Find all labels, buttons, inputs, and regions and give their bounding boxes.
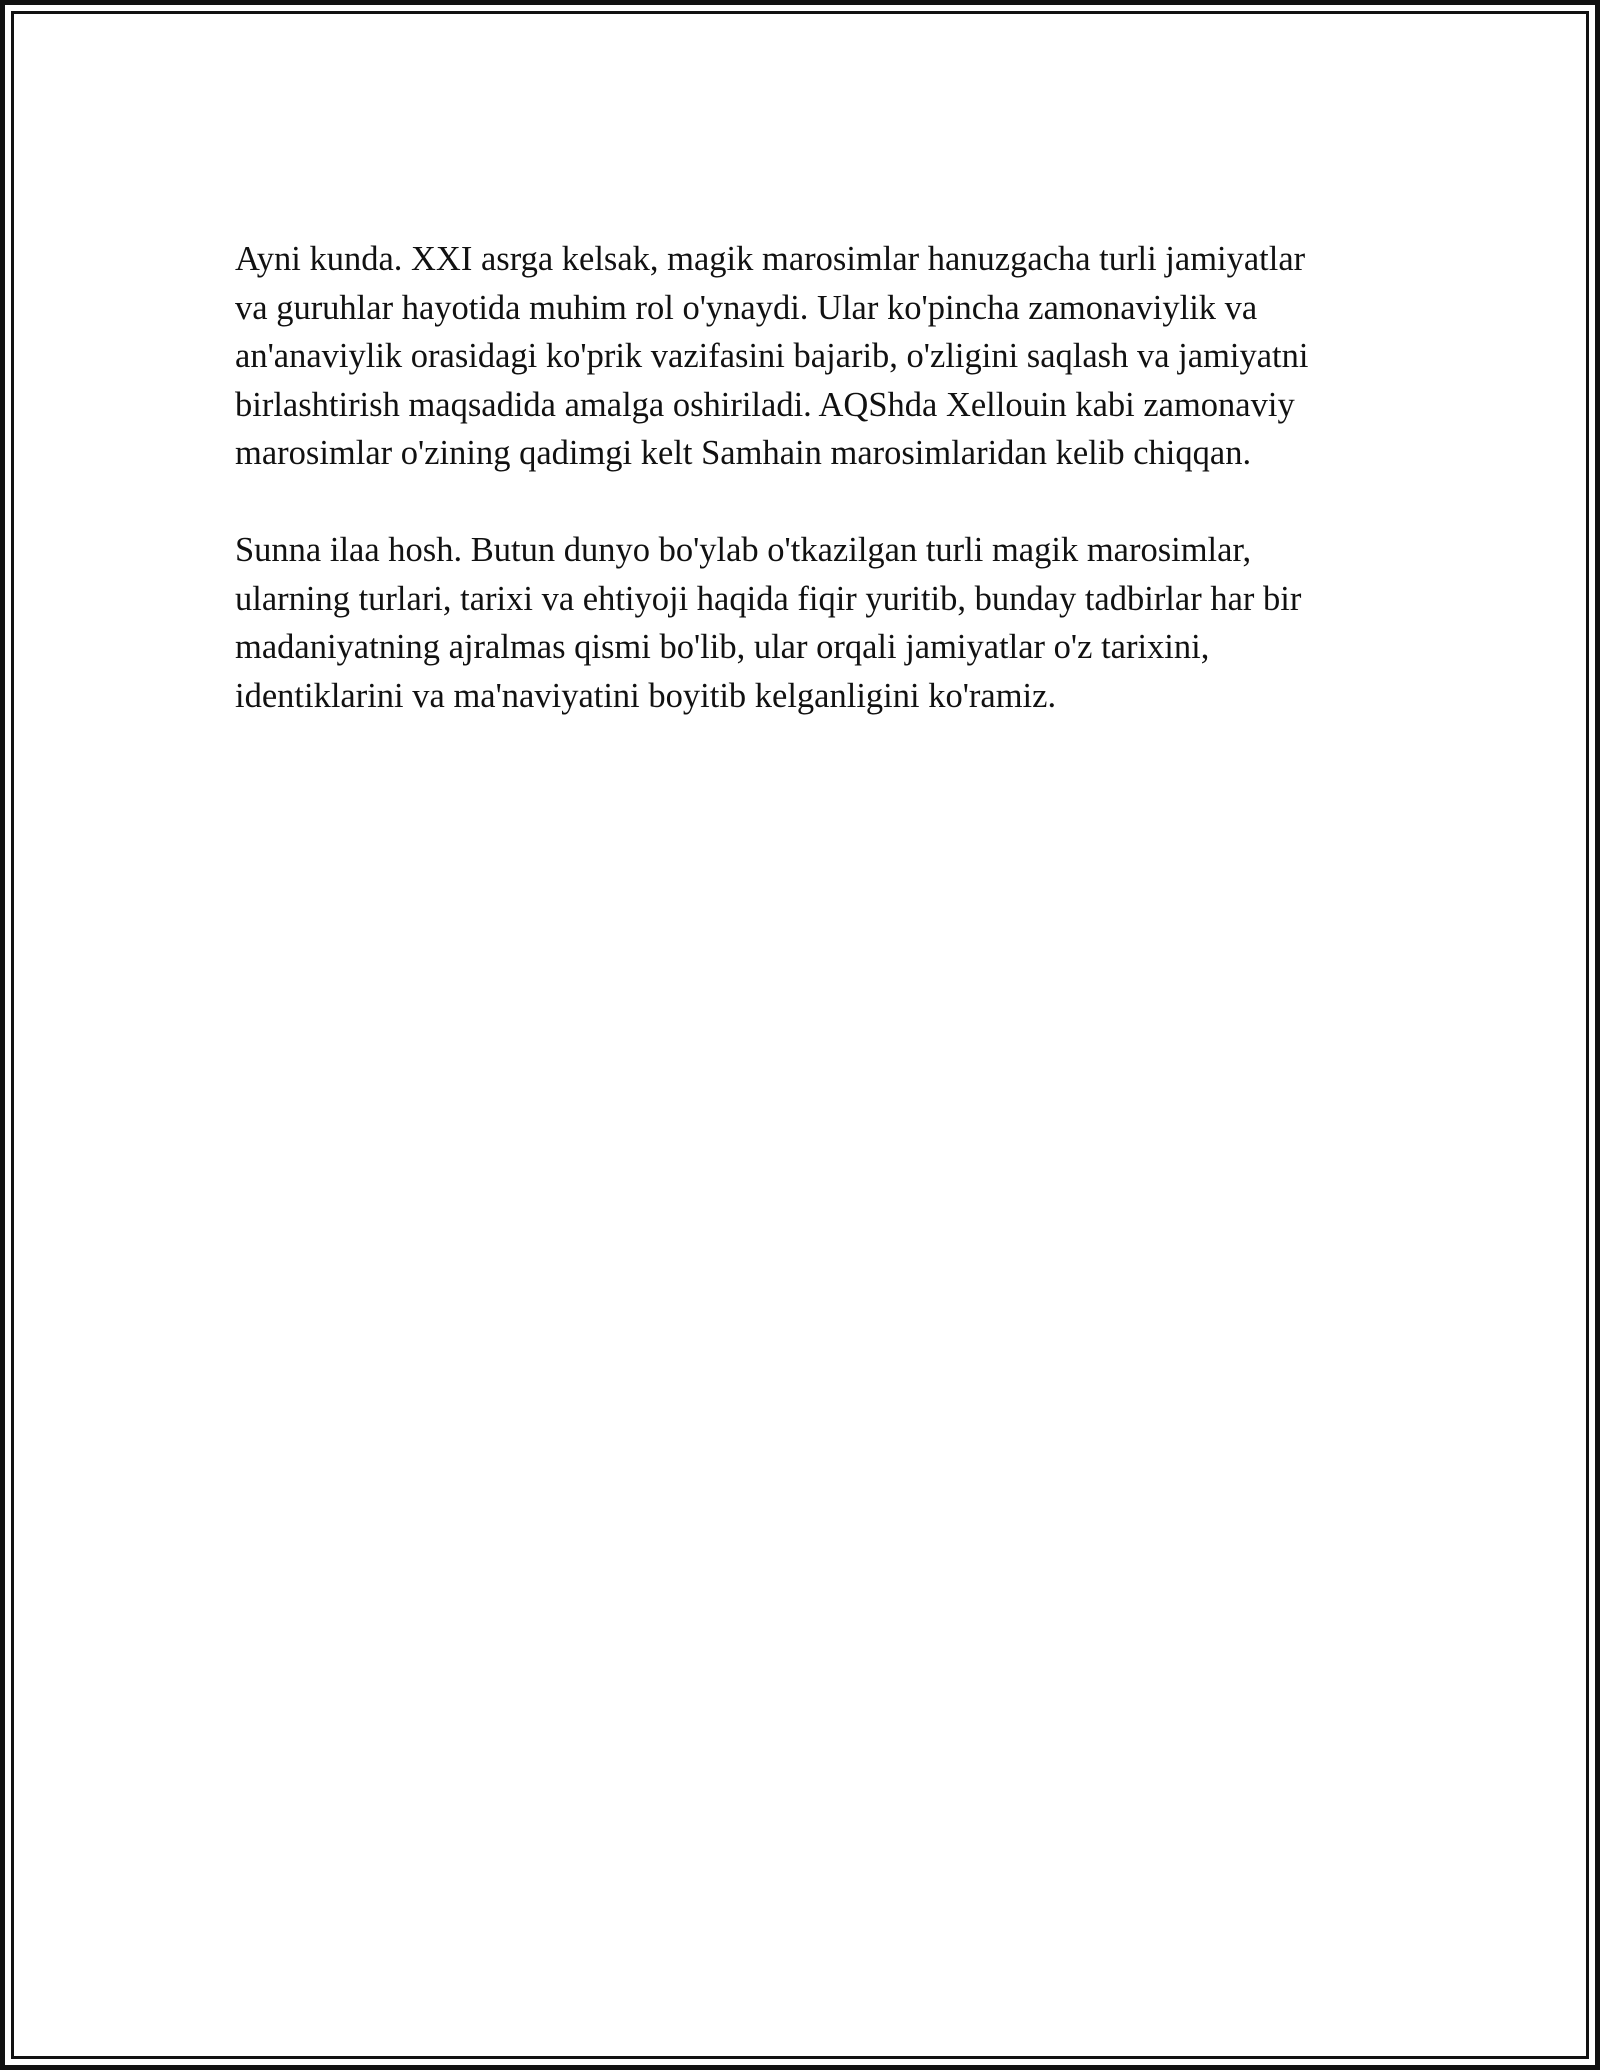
document-body <box>235 235 1335 720</box>
paragraph: Ayni kunda. XXI asrga kelsak, magik marosimlar hanuzgacha turli jamiyatlar va guruhlar hayotida muhim rol o'ynaydi. Ular ko'pincha zamonaviylik va an'anaviylik orasidagi ko'prik vazifasini bajarib, o'zligini saqlash va jamiyatni birlashtirish maqsadida amalga oshiriladi. AQShda Xellouin kabi zamonaviy marosimlar o'zining qadimgi kelt Samhain marosimlaridan kelib chiqqan. <box>235 240 1309 472</box>
paragraph: Sunna ilaa hosh. Butun dunyo bo'ylab o'tkazilgan turli magik marosimlar, ularning turlari, tarixi va ehtiyoji haqida fiqir yuritib, bunday tadbirlar har bir madaniyatning ajralmas qismi bo'lib, ular orqali jamiyatlar o'z tarixini, identiklarini va ma'naviyatini boyitib kelganligini ko'ramiz. <box>235 531 1302 715</box>
